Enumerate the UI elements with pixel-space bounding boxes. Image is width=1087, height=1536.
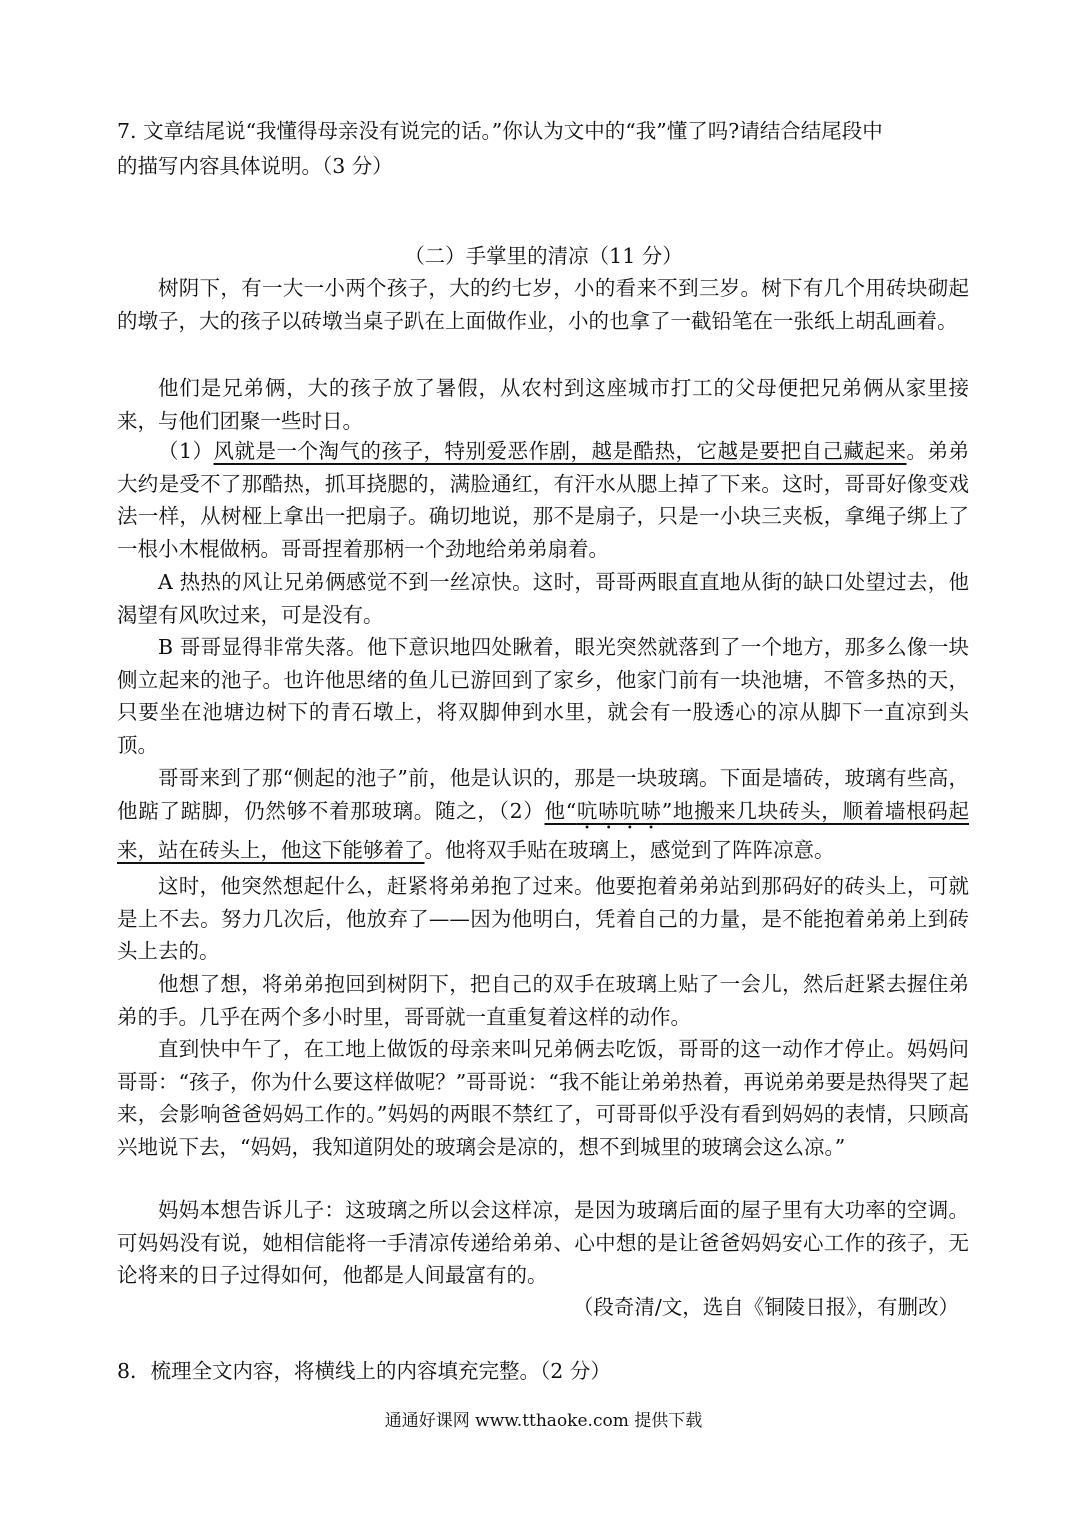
paragraph-9: 直到快中午了，在工地上做饭的母亲来叫兄弟俩去吃饭，哥哥的这一动作才停止。妈妈问哥哥：“孩子，你为什么要这样做呢？”哥哥说：“我不能让弟弟热着，再说弟弟要是热得哭了起来，会影响爸爸妈妈工作的。”妈妈的两眼不禁红了，可哥哥似乎没有看到妈妈的表情，只顾高兴地说下去，“妈妈，我知道阴处的玻璃会是凉的，想不到城里的玻璃会这么凉。”	[117, 1037, 969, 1160]
paragraph-4: A 热热的风让兄弟俩感觉不到一丝凉快。这时，哥哥两眼直直地从街的缺口处望过去，他渴望有风吹过来，可是没有。	[117, 570, 969, 627]
underlined-sentence-1: 风就是一个淘气的孩子，特别爱恶作剧，越是酷热，它越是要把自己藏起来	[213, 439, 907, 463]
underlined-text-part-b: ”地搬来几块砖头，顺着墙根码起来，站在砖头上，他这下能够着了	[117, 798, 970, 862]
dotted-emphasis-word: 吭哧吭哧	[576, 798, 662, 823]
paragraph-3	[117, 435, 969, 566]
paragraph-10: 妈妈本想告诉儿子：这玻璃之所以会这样凉，是因为玻璃后面的屋子里有大功率的空调。可妈妈没有说，她相信能将一手清凉传递给弟弟、心中想的是让爸爸妈妈安心工作的孩子，无论将来的日子过得如何，他都是人间最富有的。	[117, 1198, 969, 1288]
underlined-text-part-a: 他“	[544, 798, 577, 823]
paragraph-8: 他想了想，将弟弟抱回到树阴下，把自己的双手在玻璃上贴了一会儿，然后赶紧去握住弟弟的手。几乎在两个多小时里，哥哥就一直重复着这样的动作。	[117, 972, 969, 1029]
paragraph-6-tail: 。他将双手贴在玻璃上，感觉到了阵阵凉意。	[424, 837, 835, 862]
annotation-marker-1: （1）	[158, 439, 214, 463]
paragraph-7: 这时，他突然想起什么，赶紧将弟弟抱了过来。他要抱着弟弟站到那码好的砖头上，可就是上不去。努力几次后，他放弃了——因为他明白，凭着自己的力量，是不能抱着弟弟上到砖头上去的。	[117, 874, 969, 964]
paragraph-1: 树阴下，有一大一小两个孩子，大的约七岁，小的看来不到三岁。树下有几个用砖块砌起的墩子，大的孩子以砖墩当桌子趴在上面做作业，小的也拿了一截铅笔在一张纸上胡乱画着。	[117, 276, 969, 333]
paragraph-2: 他们是兄弟俩，大的孩子放了暑假，从农村到这座城市打工的父母便把兄弟俩从家里接来，与他们团聚一些时日。	[117, 376, 969, 433]
section-title: （二）手掌里的清凉（11 分）	[404, 244, 683, 268]
question-7-line-2: 的描写内容具体说明。（3 分）	[117, 154, 393, 178]
question-8: 8．梳理全文内容，将横线上的内容填充完整。（2 分）	[117, 1359, 611, 1383]
paragraph-5: B 哥哥显得非常失落。他下意识地四处瞅着，眼光突然就落到了一个地方，那多么像一块侧立起来的池子。也许他思绪的鱼儿已游回到了家乡，他家门前有一块池塘，不管多热的天，只要坐在池塘边树下的青石墩上，将双脚伸到水里，就会有一股透心的凉从脚下一直凉到头顶。	[117, 635, 969, 758]
paragraph-6-lead: 哥哥来到了那“侧起的池子”前，他是认识的，那是一块玻璃。下面是墙砖，玻璃有些高，他踮了踮脚，仍然够不着那玻璃。随之，（2）	[117, 766, 969, 823]
source-citation: （段奇清/文，选自《铜陵日报》，有删改）	[572, 1295, 959, 1319]
question-7-line-1: 7. 文章结尾说“我懂得母亲没有说完的话。”你认为文中的“我”懂了吗?请结合结尾段中	[117, 119, 883, 143]
footer-credit: 通通好课网 www.tthaoke.com 提供下载	[384, 1411, 703, 1431]
paragraph-3-rest: 。弟弟大约是受不了那酷热，抓耳挠腮的，满脸通红，有汗水从腮上掉了下来。这时，哥哥好像变戏法一样，从树桠上拿出一把扇子。确切地说，那不是扇子，只是一小块三夹板，拿绳子绑上了一根小木棍做柄。哥哥捏着那柄一个劲地给弟弟扇着。	[117, 439, 970, 562]
paragraph-6	[117, 762, 969, 866]
